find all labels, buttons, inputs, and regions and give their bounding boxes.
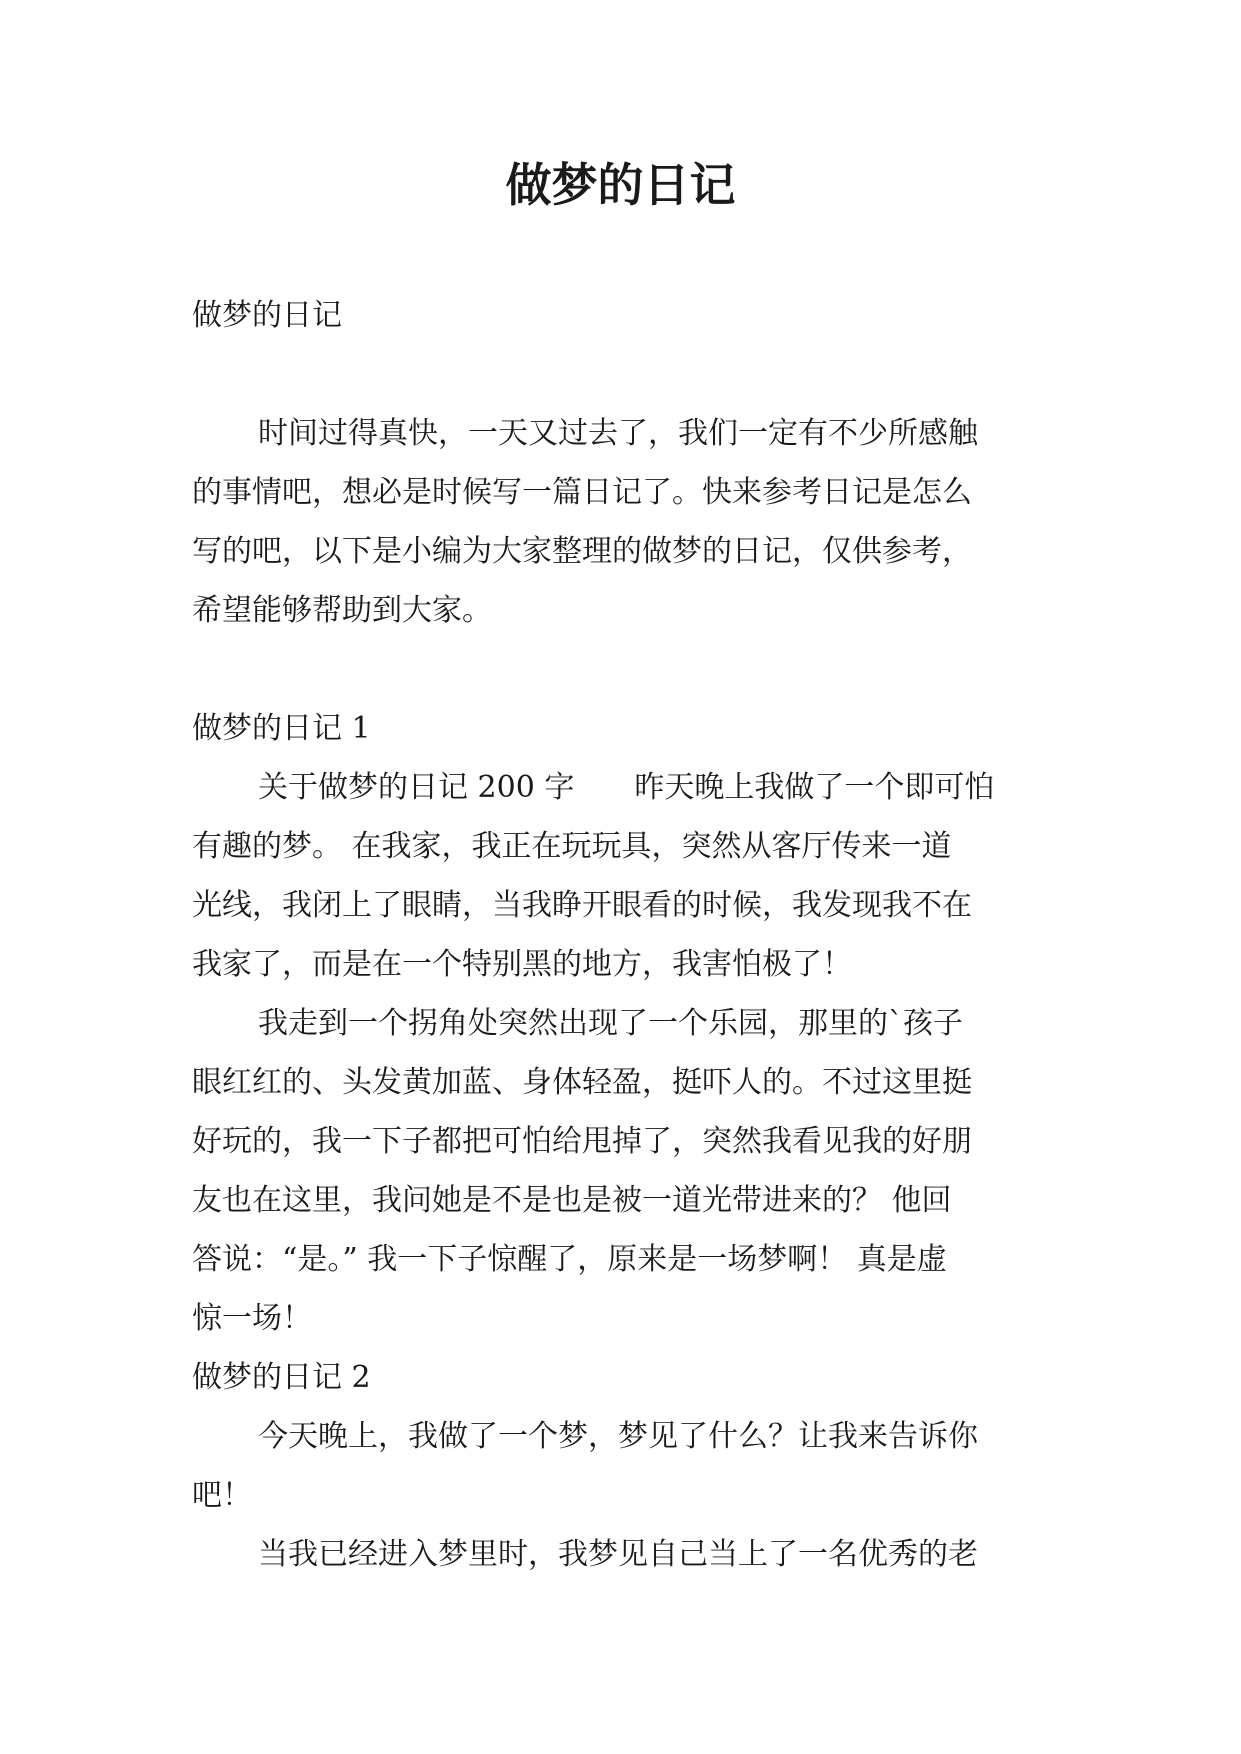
paragraph-line: 关于做梦的日记 200 字 昨天晚上我做了一个即可怕 [258, 770, 995, 805]
paragraph-line: 希望能够帮助到大家。 [192, 593, 492, 628]
paragraph-line: 答说：“是。” 我一下子惊醒了，原来是一场梦啊！ 真是虚 [192, 1242, 947, 1277]
paragraph-line: 我家了，而是在一个特别黑的地方，我害怕极了！ [192, 947, 852, 982]
paragraph-line: 写的吧，以下是小编为大家整理的做梦的日记，仅供参考， [192, 534, 972, 569]
paragraph-line: 惊一场！ [192, 1301, 312, 1336]
paragraph-line: 友也在这里，我问她是不是也是被一道光带进来的？ 他回 [192, 1183, 952, 1218]
paragraph-line: 有趣的梦。 在我家，我正在玩玩具，突然从客厅传来一道 [192, 829, 952, 864]
paragraph-line: 眼红红的、头发黄加蓝、身体轻盈，挺吓人的。不过这里挺 [192, 1065, 972, 1100]
paragraph-line: 我走到一个拐角处突然出现了一个乐园，那里的`孩子 [258, 1006, 963, 1041]
paragraph-line: 吧！ [192, 1478, 252, 1513]
paragraph-line: 今天晚上，我做了一个梦，梦见了什么？让我来告诉你 [258, 1419, 978, 1454]
section-heading: 做梦的日记 [192, 298, 342, 333]
paragraph-line: 当我已经进入梦里时，我梦见自己当上了一名优秀的老 [258, 1537, 978, 1572]
section-heading: 做梦的日记 1 [192, 711, 371, 746]
section-heading: 做梦的日记 2 [192, 1360, 371, 1395]
blank-line [192, 640, 1050, 699]
document-title: 做梦的日记 [505, 158, 736, 212]
paragraph-line: 光线，我闭上了眼睛，当我睁开眼看的时候，我发现我不在 [192, 888, 972, 923]
blank-line [192, 345, 1050, 404]
paragraph-line: 时间过得真快，一天又过去了，我们一定有不少所感触 [258, 416, 978, 451]
document-body [192, 286, 1050, 1584]
paragraph-line: 的事情吧，想必是时候写一篇日记了。快来参考日记是怎么 [192, 475, 972, 510]
paragraph-line: 好玩的，我一下子都把可怕给甩掉了，突然我看见我的好朋 [192, 1124, 972, 1159]
